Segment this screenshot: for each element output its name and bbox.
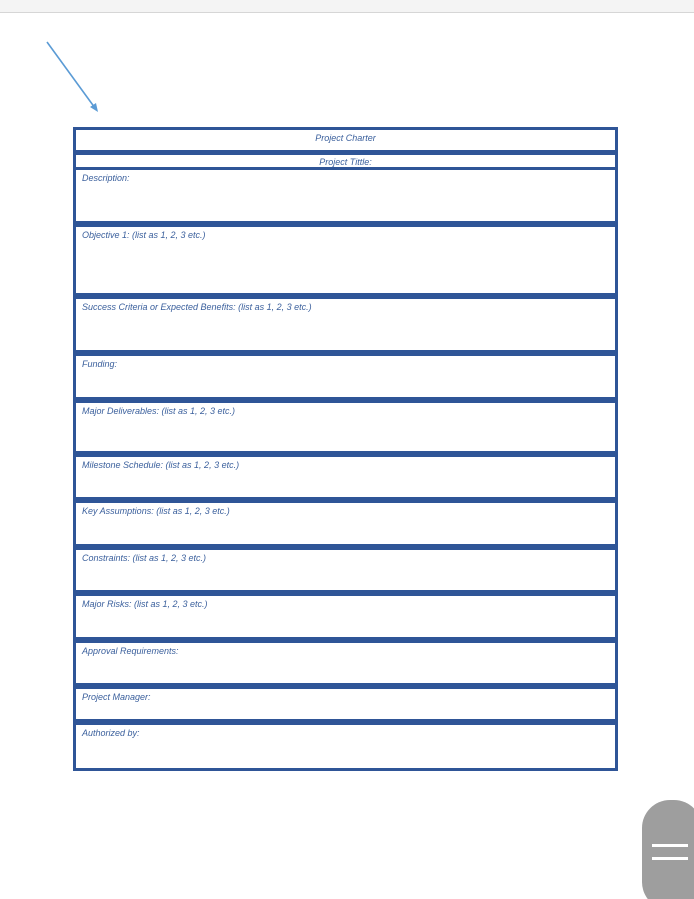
scroll-handle-icon[interactable] — [642, 800, 694, 899]
section-objective[interactable] — [73, 224, 618, 296]
section-success-criteria[interactable] — [73, 296, 618, 353]
section-label: Objective 1: (list as 1, 2, 3 etc.) — [82, 230, 206, 240]
project-title-box[interactable] — [73, 153, 618, 168]
project-title-label: Project Tittle: — [319, 157, 372, 167]
section-major-risks[interactable] — [73, 593, 618, 640]
section-project-manager[interactable] — [73, 686, 618, 722]
section-constraints[interactable] — [73, 547, 618, 593]
section-label: Success Criteria or Expected Benefits: (list as 1, 2, 3 etc.) — [82, 302, 312, 312]
section-label: Major Deliverables: (list as 1, 2, 3 etc.) — [82, 406, 236, 416]
project-charter-form — [73, 127, 618, 771]
section-label: Authorized by: — [82, 728, 140, 738]
viewer-top-bar — [0, 0, 694, 13]
annotation-arrow-icon — [44, 40, 104, 116]
section-label: Milestone Schedule: (list as 1, 2, 3 etc.) — [82, 460, 240, 470]
section-approval-requirements[interactable] — [73, 640, 618, 686]
section-milestone-schedule[interactable] — [73, 454, 618, 500]
section-key-assumptions[interactable] — [73, 500, 618, 547]
grip-line — [652, 844, 688, 847]
section-description[interactable] — [73, 167, 618, 224]
section-label: Description: — [82, 173, 130, 183]
section-label: Key Assumptions: (list as 1, 2, 3 etc.) — [82, 506, 230, 516]
section-major-deliverables[interactable] — [73, 400, 618, 454]
grip-line — [652, 857, 688, 860]
charter-title-box — [73, 127, 618, 153]
section-label: Major Risks: (list as 1, 2, 3 etc.) — [82, 599, 208, 609]
section-funding[interactable] — [73, 353, 618, 400]
section-label: Constraints: (list as 1, 2, 3 etc.) — [82, 553, 207, 563]
section-label: Project Manager: — [82, 692, 151, 702]
section-label: Funding: — [82, 359, 118, 369]
section-label: Approval Requirements: — [82, 646, 179, 656]
charter-title: Project Charter — [315, 133, 376, 143]
section-authorized-by[interactable] — [73, 722, 618, 771]
